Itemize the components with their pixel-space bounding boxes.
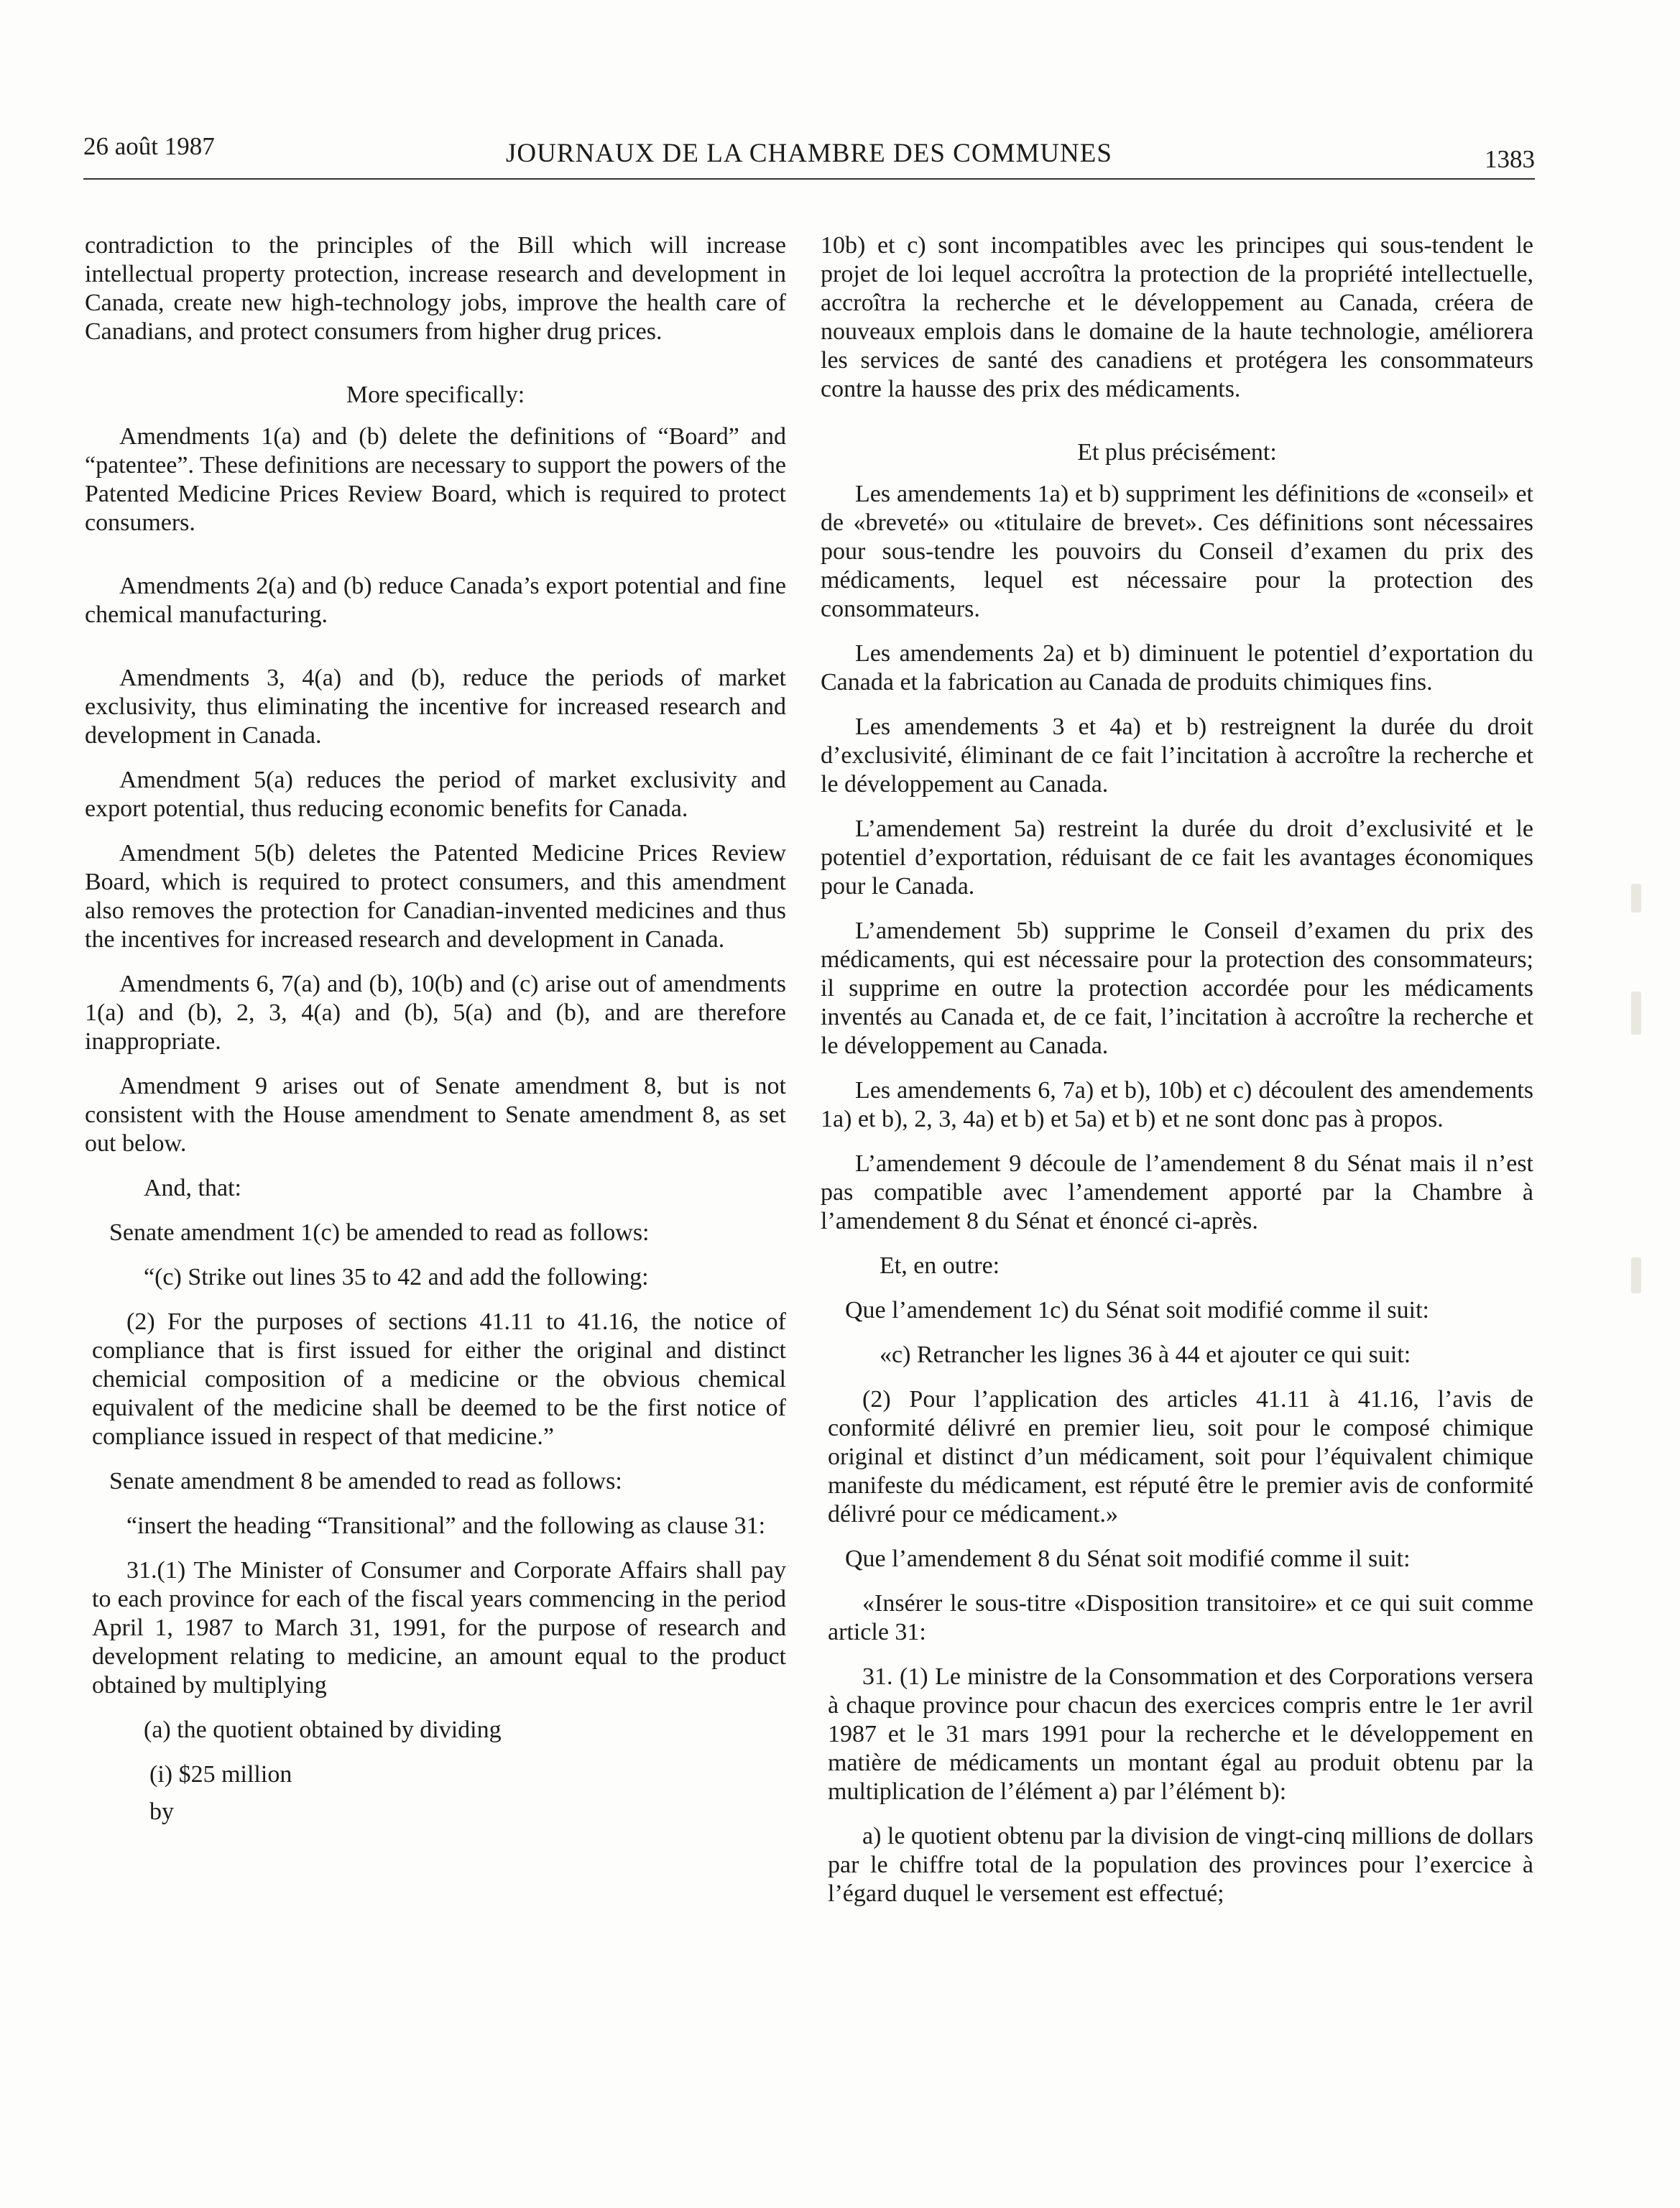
journal-title: JOURNAUX DE LA CHAMBRE DES COMMUNES xyxy=(506,139,1112,168)
clause-2-text: (2) For the purposes of sections 41.11 to 41.16, the notice of compliance that is first issued for either the original and distinct chemicial composition of a medicine or the obvious chemical equivalent of the medicine shall be deemed to be the first notice of compliance issued in respect of that medicine.” xyxy=(92,1308,786,1450)
scan-edge-marks xyxy=(1631,884,1646,1315)
paragraph-amendement-5a-fr: L’amendement 5a) restreint la durée du droit d’exclusivité et le potentiel d’exportation, réduisant de ce fait les avantages économiques pour le Canada. xyxy=(821,816,1533,900)
senate-amendment-8-line: Senate amendment 8 be amended to read as follows: xyxy=(109,1468,622,1495)
et-en-outre-line: Et, en outre: xyxy=(880,1252,1000,1279)
clause-a-line: (a) the quotient obtained by dividing xyxy=(144,1717,502,1743)
strike-out-line: “(c) Strike out lines 35 to 42 and add the following: xyxy=(144,1264,649,1290)
and-that-line: And, that: xyxy=(144,1175,241,1201)
paragraph-amendements-3-4-fr: Les amendements 3 et 4a) et b) restreignent la durée du droit d’exclusivité, éliminant de ce fait l’incitation à accroître la recherche et le développement au Canada. xyxy=(821,713,1533,798)
paragraph-amendment-5b: Amendment 5(b) deletes the Patented Medicine Prices Review Board, which is required to protect consumers, and this amendment also removes the protection for Canadian-invented medicines and thus the incentives for increased research and development in Canada. xyxy=(85,840,786,953)
page-number: 1383 xyxy=(1485,145,1535,173)
clause-31-text-fr: 31. (1) Le ministre de la Consommation et des Corporations versera à chaque province pour chacun des exercices compris entre le 1er avril 1987 et le 31 mars 1991 pour la recherche et le développement en matière de médicaments un montant égal au produit obtenu par la multiplication de l’élément a) par l’élément b): xyxy=(828,1663,1533,1805)
paragraph-intro-continuation-fr: 10b) et c) sont incompatibles avec les principes qui sous-tendent le projet de loi lequel accroîtra la protection de la propriété intellectuelle, accroîtra la recherche et le développement au Canada, créera de nouveaux emplois dans le domaine de la haute technologie, améliorera les services de santé des canadiens et protégera les consommateurs contre la hausse des prix des médicaments. xyxy=(821,232,1533,402)
paragraph-amendments-3-4: Amendments 3, 4(a) and (b), reduce the periods of market exclusivity, thus eliminating the incentive for increased research and development in Canada. xyxy=(85,665,786,749)
paragraph-amendment-9: Amendment 9 arises out of Senate amendment 8, but is not consistent with the House amendment to Senate amendment 8, as set out below. xyxy=(85,1073,786,1157)
page-header xyxy=(83,128,1535,180)
amendement-1c-line-fr: Que l’amendement 1c) du Sénat soit modifié comme il suit: xyxy=(845,1297,1429,1324)
clause-a-text-fr: a) le quotient obtenu par la division de vingt-cinq millions de dollars par le chiffre total de la population des provinces pour l’exercice à l’égard duquel le versement est effectué; xyxy=(828,1823,1533,1907)
paragraph-amendements-1-fr: Les amendements 1a) et b) suppriment les définitions de «conseil» et de «breveté» ou «titulaire de brevet». Ces définitions sont nécessaires pour sous-tendre les pouvoirs du Conseil d’examen du prix des médicaments, lequel est nécessaire pour la protection des consommateurs. xyxy=(821,481,1533,622)
paragraph-amendments-6-7-10: Amendments 6, 7(a) and (b), 10(b) and (c) arise out of amendments 1(a) and (b), 2, 3, 4(a) and (b), 5(a) and (b), and are therefore inappropriate. xyxy=(85,971,786,1055)
subheading-more-specifically: More specifically: xyxy=(346,382,525,408)
paragraph-amendments-1: Amendments 1(a) and (b) delete the definitions of “Board” and “patentee”. These definitions are necessary to support the powers of the Patented Medicine Prices Review Board, which is required to protect consumers. xyxy=(85,423,786,536)
inserer-sous-titre-line: «Insérer le sous-titre «Disposition transitoire» et ce qui suit comme article 31: xyxy=(828,1590,1533,1645)
clause-i-line: (i) $25 million xyxy=(149,1761,292,1788)
by-line: by xyxy=(149,1798,174,1825)
english-column xyxy=(85,231,786,1835)
retrancher-line: «c) Retrancher les lignes 36 à 44 et ajouter ce qui suit: xyxy=(880,1341,1411,1368)
header-date: 26 août 1987 xyxy=(83,132,215,160)
insert-heading-line: “insert the heading “Transitional” and the following as clause 31: xyxy=(126,1512,766,1539)
paragraph-intro-continuation: contradiction to the principles of the Bill which will increase intellectual property protection, increase research and development in Canada, create new high-technology jobs, improve the health care of Canadians, and protect consumers from higher drug prices. xyxy=(85,232,786,345)
senate-amendment-1c-line: Senate amendment 1(c) be amended to read as follows: xyxy=(109,1219,650,1246)
paragraph-amendement-5b-fr: L’amendement 5b) supprime le Conseil d’examen du prix des médicaments, qui est nécessaire pour la protection des consommateurs; il supprime en outre la protection accordée pour les médicaments inventés au Canada et, de ce fait, l’incitation à accroître la recherche et le développement au Canada. xyxy=(821,918,1533,1059)
paragraph-amendments-2: Amendments 2(a) and (b) reduce Canada’s export potential and fine chemical manufacturing. xyxy=(85,573,786,628)
clause-31-text: 31.(1) The Minister of Consumer and Corporate Affairs shall pay to each province for each of the fiscal years commencing in the period April 1, 1987 to March 31, 1991, for the purpose of research and development relating to medicine, an amount equal to the product obtained by multiplying xyxy=(92,1557,786,1699)
french-column xyxy=(821,231,1533,1924)
amendement-8-line-fr: Que l’amendement 8 du Sénat soit modifié comme il suit: xyxy=(845,1546,1411,1572)
clause-2-text-fr: (2) Pour l’application des articles 41.11 à 41.16, l’avis de conformité délivré en premier lieu, soit pour le composé chimique original et distinct d’un médicament, soit pour l’équivalent chimique manifeste du médicament, est réputé être le premier avis de conformité délivré pour ce médicament.» xyxy=(828,1386,1533,1528)
paragraph-amendements-6-7-10-fr: Les amendements 6, 7a) et b), 10b) et c) découlent des amendements 1a) et b), 2, 3, 4a) et b) et 5a) et b) et ne sont donc pas à propos. xyxy=(821,1077,1533,1132)
subheading-plus-precisement: Et plus précisément: xyxy=(1077,439,1277,466)
paragraph-amendment-5a: Amendment 5(a) reduces the period of market exclusivity and export potential, thus reducing economic benefits for Canada. xyxy=(85,767,786,822)
paragraph-amendements-2-fr: Les amendements 2a) et b) diminuent le potentiel d’exportation du Canada et la fabrication au Canada de produits chimiques fins. xyxy=(821,640,1533,696)
paragraph-amendement-9-fr: L’amendement 9 découle de l’amendement 8 du Sénat mais il n’est pas compatible avec l’amendement apporté par la Chambre à l’amendement 8 du Sénat et énoncé ci-après. xyxy=(821,1150,1533,1234)
